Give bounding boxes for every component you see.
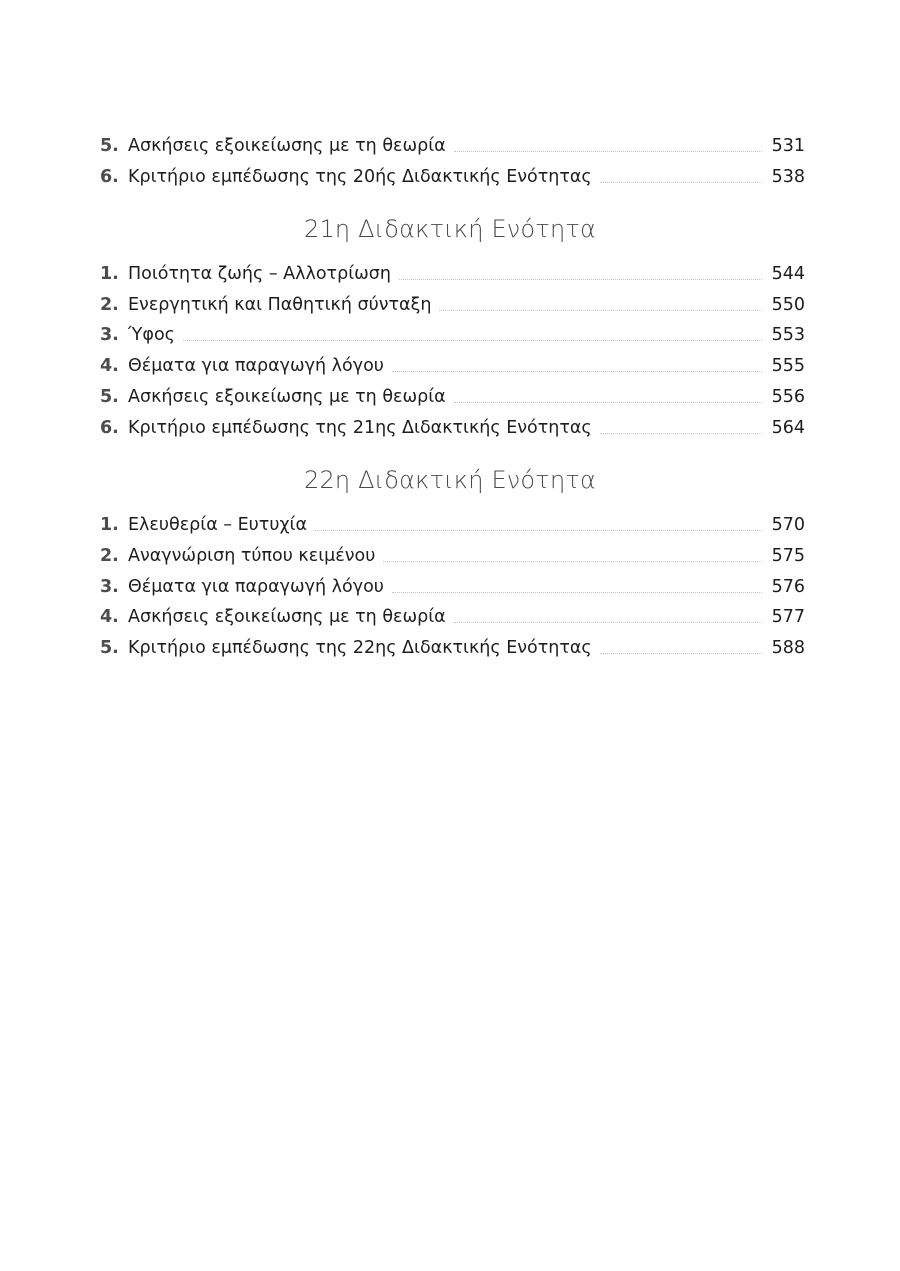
entry-page-number: 577 bbox=[771, 607, 805, 627]
toc-entry bbox=[100, 134, 805, 158]
entry-title: Αναγνώριση τύπου κειμένου bbox=[128, 546, 376, 566]
entry-number: 4. bbox=[100, 607, 119, 627]
entry-page-number: 588 bbox=[771, 638, 805, 658]
entry-number: 2. bbox=[100, 295, 119, 315]
section-heading: 22η Διδακτική Ενότητα bbox=[303, 466, 597, 494]
dot-leader bbox=[600, 653, 762, 654]
entry-number: 4. bbox=[100, 356, 119, 376]
toc-entry bbox=[100, 262, 805, 286]
dot-leader bbox=[600, 433, 762, 434]
entry-title: Ασκήσεις εξοικείωσης με τη θεωρία bbox=[128, 387, 446, 407]
entry-page-number: 550 bbox=[771, 295, 805, 315]
dot-leader bbox=[454, 402, 762, 403]
entry-number: 1. bbox=[100, 515, 119, 535]
entry-title: Κριτήριο εμπέδωσης της 22ης Διδακτικής Ενότητας bbox=[128, 638, 592, 658]
entry-number: 3. bbox=[100, 325, 119, 345]
dot-leader bbox=[454, 151, 762, 152]
entry-number: 6. bbox=[100, 418, 119, 438]
entry-page-number: 575 bbox=[771, 546, 805, 566]
entry-page-number: 553 bbox=[771, 325, 805, 345]
entry-title: Ασκήσεις εξοικείωσης με τη θεωρία bbox=[128, 136, 446, 156]
toc-entry bbox=[100, 385, 805, 409]
entry-page-number: 576 bbox=[771, 577, 805, 597]
entry-page-number: 556 bbox=[771, 387, 805, 407]
toc-entry bbox=[100, 544, 805, 568]
dot-leader bbox=[600, 182, 762, 183]
entry-number: 3. bbox=[100, 577, 119, 597]
entry-title: Ασκήσεις εξοικείωσης με τη θεωρία bbox=[128, 607, 446, 627]
toc-entry bbox=[100, 165, 805, 189]
entry-title: Κριτήριο εμπέδωσης της 21ης Διδακτικής Ενότητας bbox=[128, 418, 592, 438]
entry-title: Ύφος bbox=[128, 325, 175, 345]
entry-page-number: 564 bbox=[771, 418, 805, 438]
dot-leader bbox=[392, 592, 762, 593]
entry-number: 5. bbox=[100, 136, 119, 156]
entry-number: 2. bbox=[100, 546, 119, 566]
entry-title: Κριτήριο εμπέδωσης της 20ής Διδακτικής Ενότητας bbox=[128, 167, 592, 187]
entry-number: 1. bbox=[100, 264, 119, 284]
entry-page-number: 538 bbox=[771, 167, 805, 187]
toc-entry bbox=[100, 293, 805, 317]
toc-entry bbox=[100, 416, 805, 440]
entry-title: Θέματα για παραγωγή λόγου bbox=[128, 356, 384, 376]
dot-leader bbox=[439, 310, 761, 311]
toc-entry bbox=[100, 636, 805, 660]
section-heading: 21η Διδακτική Ενότητα bbox=[303, 215, 597, 243]
entry-page-number: 570 bbox=[771, 515, 805, 535]
entry-page-number: 555 bbox=[771, 356, 805, 376]
entry-page-number: 531 bbox=[771, 136, 805, 156]
toc-entry bbox=[100, 323, 805, 347]
toc-entry bbox=[100, 354, 805, 378]
toc-entry bbox=[100, 605, 805, 629]
entry-number: 6. bbox=[100, 167, 119, 187]
entry-number: 5. bbox=[100, 387, 119, 407]
dot-leader bbox=[315, 530, 762, 531]
entry-title: Θέματα για παραγωγή λόγου bbox=[128, 577, 384, 597]
entry-page-number: 544 bbox=[771, 264, 805, 284]
dot-leader bbox=[454, 622, 762, 623]
toc-entry bbox=[100, 575, 805, 599]
dot-leader bbox=[383, 561, 761, 562]
entry-number: 5. bbox=[100, 638, 119, 658]
entry-title: Ποιότητα ζωής – Αλλοτρίωση bbox=[128, 264, 391, 284]
dot-leader bbox=[399, 279, 762, 280]
toc-entry bbox=[100, 513, 805, 537]
entry-title: Ενεργητική και Παθητική σύνταξη bbox=[128, 295, 432, 315]
dot-leader bbox=[392, 371, 762, 372]
entry-title: Ελευθερία – Ευτυχία bbox=[128, 515, 308, 535]
dot-leader bbox=[183, 340, 762, 341]
